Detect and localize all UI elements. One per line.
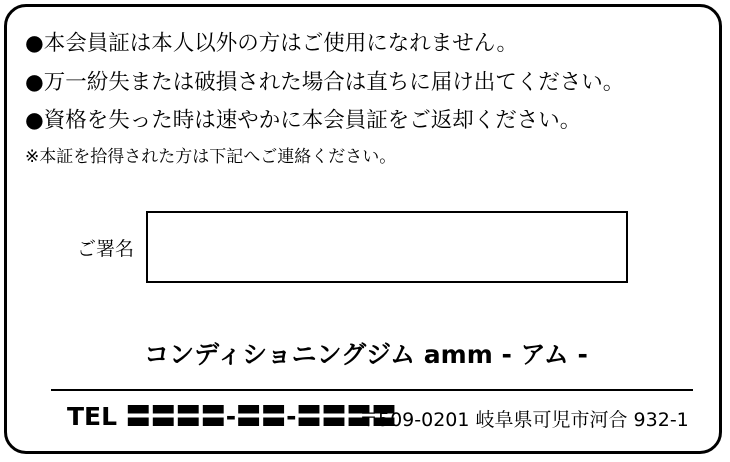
note-line-1: ●本会員証は本人以外の方はご使用になれません。 [25,31,519,56]
postal-address: 〒509-0201 岐阜県可児市河合 932-1 [359,409,689,431]
signature-input[interactable] [146,211,628,283]
membership-card [4,4,722,454]
gym-name: コンディショニングジム amm - アム - [144,340,588,369]
note-line-3: ●資格を失った時は速やかに本会員証をご返却ください。 [25,108,582,133]
note-line-2: ●万一紛失または破損された場合は直ちに届け出てください。 [25,69,625,95]
divider [51,389,693,391]
telephone-number: TEL 〓〓〓〓-〓〓-〓〓〓〓 [67,402,397,431]
notes-block [25,33,705,166]
note-small-text: ※本証を拾得された方は下記へご連絡ください。 [25,146,397,167]
signature-label: ご署名 [77,237,135,260]
signature-row [77,211,628,283]
contact-row [7,397,725,437]
